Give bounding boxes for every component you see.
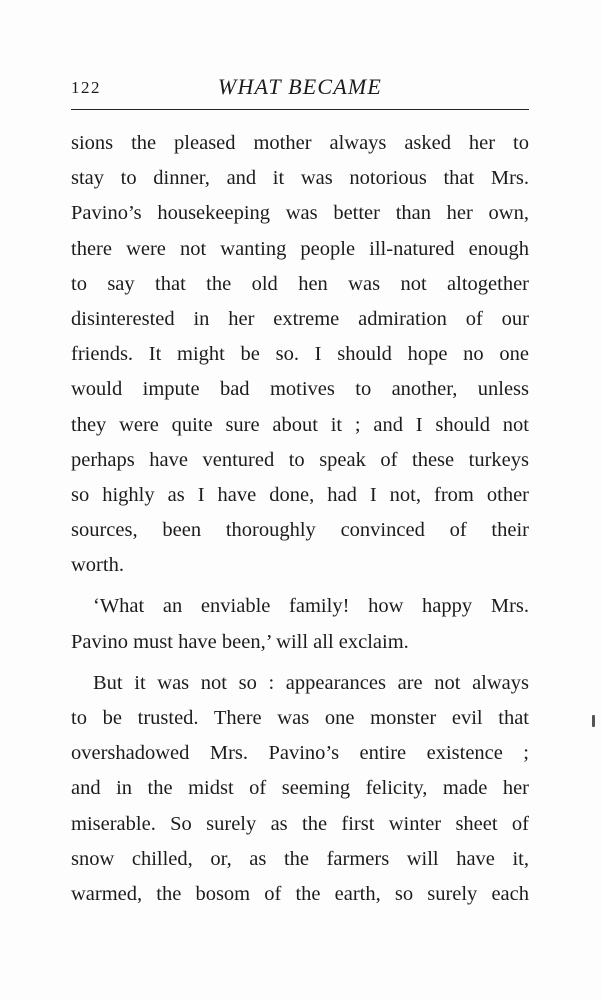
text-line: would impute bad motives to another, unless — [71, 378, 529, 401]
text-line: sions the pleased mother always asked her to — [71, 132, 529, 154]
text-line: ‘What an enviable family! how happy Mrs. — [93, 595, 529, 618]
text-line: worth. — [71, 554, 124, 577]
text-line: to be trusted. There was one monster evil that — [71, 707, 529, 729]
text-line: warmed, the bosom of the earth, so surely each — [71, 882, 529, 905]
text-line: friends. It might be so. I should hope no one — [71, 343, 529, 366]
text-line: stay to dinner, and it was notorious that Mrs. — [71, 167, 529, 190]
page-number: 122 — [71, 78, 101, 97]
body-text — [71, 126, 529, 912]
text-line: there were not wanting people ill-natured enough — [71, 237, 529, 260]
text-line: so highly as I have done, had I not, from other — [71, 483, 529, 506]
text-line: sources, been thoroughly convinced of their — [71, 519, 529, 542]
text-line: Pavino’s housekeeping was better than her own, — [71, 202, 529, 225]
text-line: overshadowed Mrs. Pavino’s entire existence ; — [71, 742, 529, 765]
text-line: and in the midst of seeming felicity, made her — [71, 777, 529, 800]
text-line: miserable. So surely as the first winter sheet of — [71, 812, 529, 835]
text-line: snow chilled, or, as the farmers will have it, — [71, 847, 529, 870]
page-header — [71, 74, 529, 106]
margin-mark — [592, 715, 595, 727]
text-line: they were quite sure about it ; and I should not — [71, 413, 529, 436]
text-line: Pavino must have been,’ will all exclaim. — [71, 630, 409, 653]
running-head: WHAT BECAME — [217, 74, 383, 99]
header-rule — [71, 109, 529, 110]
text-line: to say that the old hen was not altogether — [71, 272, 529, 295]
text-line: perhaps have ventured to speak of these turkeys — [71, 448, 529, 471]
text-line: disinterested in her extreme admiration of our — [71, 307, 529, 330]
text-line: But it was not so : appearances are not always — [93, 671, 529, 694]
